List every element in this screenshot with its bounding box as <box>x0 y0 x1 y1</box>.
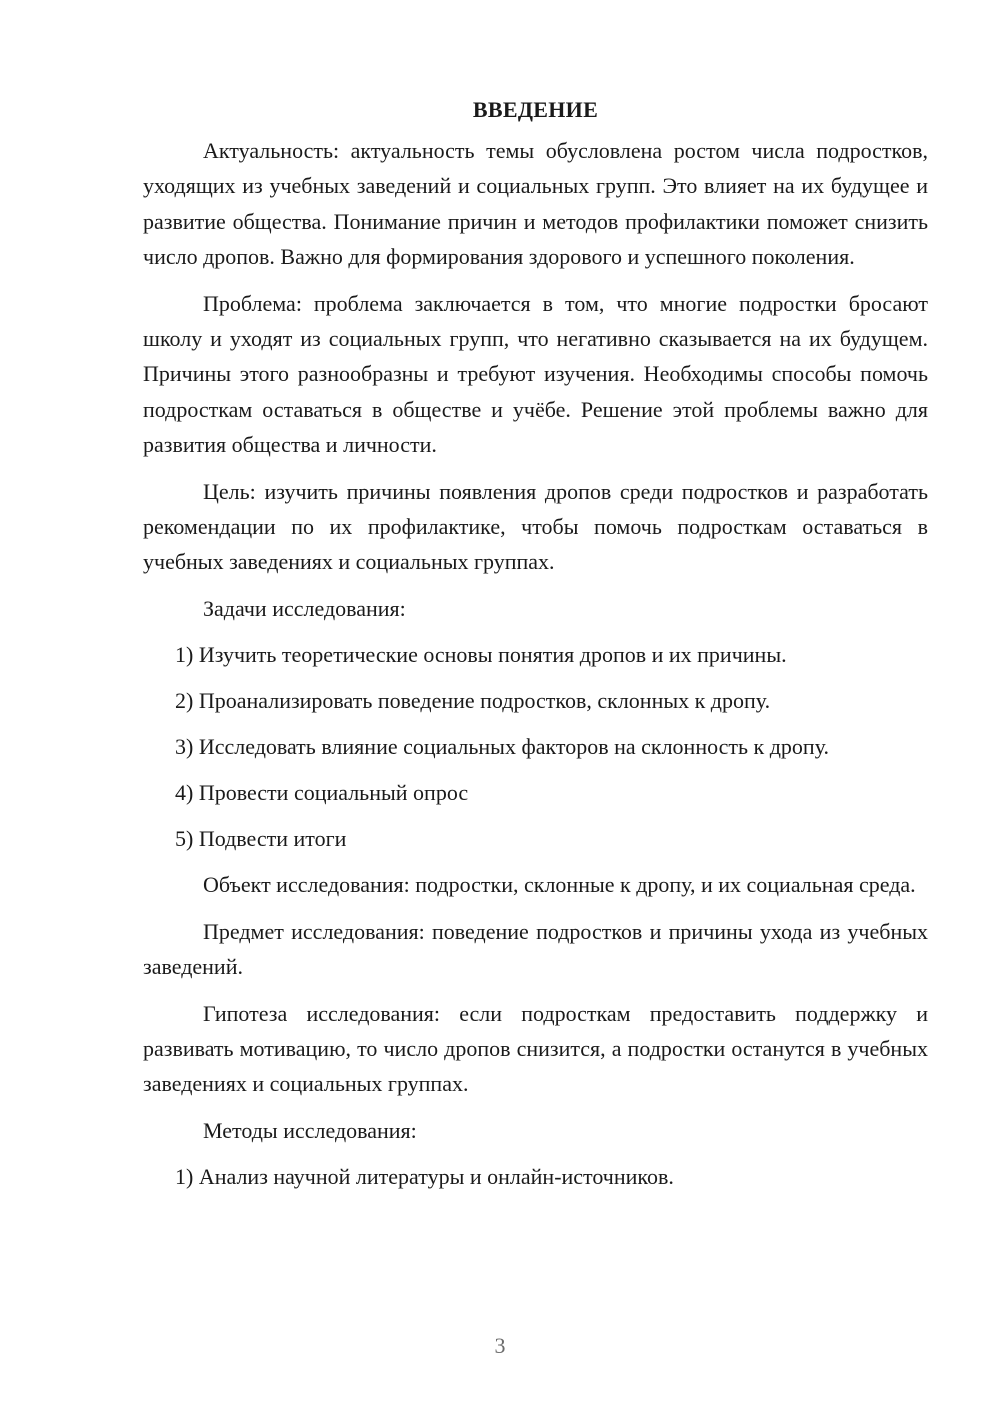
methods-heading: Методы исследования: <box>203 1117 417 1143</box>
task-item-5: 5) Подвести итоги <box>175 826 347 852</box>
page-number: 3 <box>494 1333 506 1358</box>
task-item-4: 4) Провести социальный опрос <box>175 780 469 806</box>
relevance-paragraph: Актуальность: актуальность темы обусловлена ростом числа подростков, уходящих из учебных заведений и социальных групп. Это влияет на их будущее и развитие общества. Понимание причин и методов профилактики поможет снизить число дропов. Важно для формирования здорового и успешного поколения. <box>143 138 928 270</box>
section-title: ВВЕДЕНИЕ <box>472 97 599 122</box>
document-page <box>143 92 928 1205</box>
hypothesis-paragraph: Гипотеза исследования: если подросткам предоставить поддержку и развивать мотивацию, то число дропов снизится, а подростки останутся в учебных заведениях и социальных группах. <box>143 1000 928 1097</box>
task-item-1: 1) Изучить теоретические основы понятия дропов и их причины. <box>175 642 787 668</box>
task-item-3: 3) Исследовать влияние социальных факторов на склонность к дропу. <box>175 734 830 760</box>
subject-paragraph: Предмет исследования: поведение подростков и причины ухода из учебных заведений. <box>143 918 928 980</box>
tasks-heading: Задачи исследования: <box>203 595 406 621</box>
goal-paragraph: Цель: изучить причины появления дропов среди подростков и разработать рекомендации по их профилактике, чтобы помочь подросткам оставаться в учебных заведениях и социальных группах. <box>143 478 928 575</box>
method-item-1: 1) Анализ научной литературы и онлайн-источников. <box>175 1164 674 1190</box>
task-item-2: 2) Проанализировать поведение подростков, склонных к дропу. <box>175 688 771 714</box>
object-paragraph: Объект исследования: подростки, склонные к дропу, и их социальная среда. <box>203 872 916 898</box>
problem-paragraph: Проблема: проблема заключается в том, что многие подростки бросают школу и уходят из социальных групп, что негативно сказывается на их будущем. Причины этого разнообразны и требуют изучения. Необходимы способы помочь подросткам оставаться в обществе и учёбе. Решение этой проблемы важно для развития общества и личности. <box>143 290 928 458</box>
